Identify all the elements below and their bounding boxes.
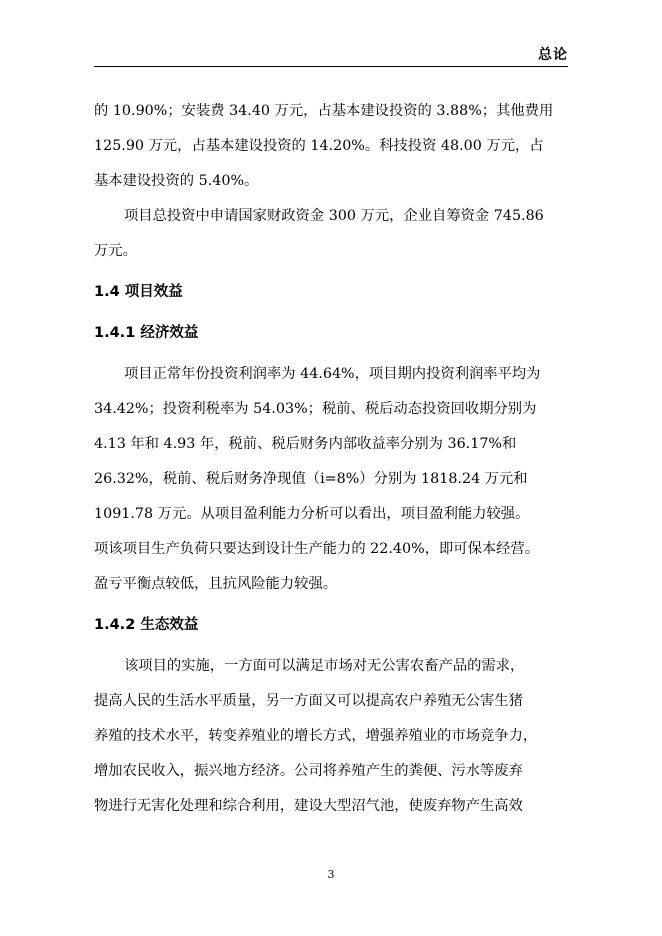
paragraph-investment-breakdown xyxy=(94,94,574,199)
text-line: 的 10.90%；安装费 34.40 万元，占基本建设投资的 3.88%；其他费用 xyxy=(94,103,554,119)
text-line: 该项目的实施，一方面可以满足市场对无公害农畜产品的需求， xyxy=(124,658,525,674)
text-line: 养殖的技术水平，转变养殖业的增长方式，增强养殖业的市场竞争力， xyxy=(94,728,538,744)
text-line: 项目总投资中申请国家财政资金 300 万元，企业自筹资金 745.86 xyxy=(124,208,544,224)
paragraph-economic-benefits xyxy=(94,357,574,602)
page-number: 3 xyxy=(327,868,335,881)
text-line: 1091.78 万元。从项目盈利能力分析可以看出，项目盈利能力较强。 xyxy=(94,506,530,522)
text-line: 26.32%，税前、税后财务净现值（i=8%）分别为 1818.24 万元和 xyxy=(94,471,528,487)
text-line: 4.13 年和 4.93 年，税前、税后财务内部收益率分别为 36.17%和 xyxy=(94,436,517,452)
text-line: 万元。 xyxy=(94,243,137,259)
text-line: 提高人民的生活水平质量，另一方面又可以提高农户养殖无公害生猪 xyxy=(94,693,523,709)
subsection-heading-economic-benefits: 1.4.1 经济效益 xyxy=(94,325,199,341)
page-body xyxy=(94,94,574,824)
subsection-heading-ecological-benefits: 1.4.2 生态效益 xyxy=(94,617,199,633)
paragraph-total-investment xyxy=(94,199,574,269)
section-heading-project-benefits: 1.4 项目效益 xyxy=(94,284,183,300)
text-line: 项该项目生产负荷只要达到设计生产能力的 22.40%，即可保本经营。 xyxy=(94,541,540,557)
text-line: 基本建设投资的 5.40%。 xyxy=(94,173,259,189)
text-line: 盈亏平衡点较低，且抗风险能力较强。 xyxy=(94,576,338,592)
text-line: 项目正常年份投资利润率为 44.64%，项目期内投资利润率平均为 xyxy=(124,366,541,382)
header-title: 总论 xyxy=(538,47,568,63)
text-line: 125.90 万元，占基本建设投资的 14.20%。科技投资 48.00 万元，占 xyxy=(94,138,544,154)
text-line: 物进行无害化处理和综合利用，建设大型沼气池，使废弃物产生高效 xyxy=(94,798,523,814)
paragraph-ecological-benefits xyxy=(94,649,574,824)
text-line: 34.42%；投资利税率为 54.03%；税前、税后动态投资回收期分别为 xyxy=(94,401,537,417)
header-divider xyxy=(94,66,568,67)
text-line: 增加农民收入，振兴地方经济。公司将养殖产生的粪便、污水等废弃 xyxy=(94,763,523,779)
